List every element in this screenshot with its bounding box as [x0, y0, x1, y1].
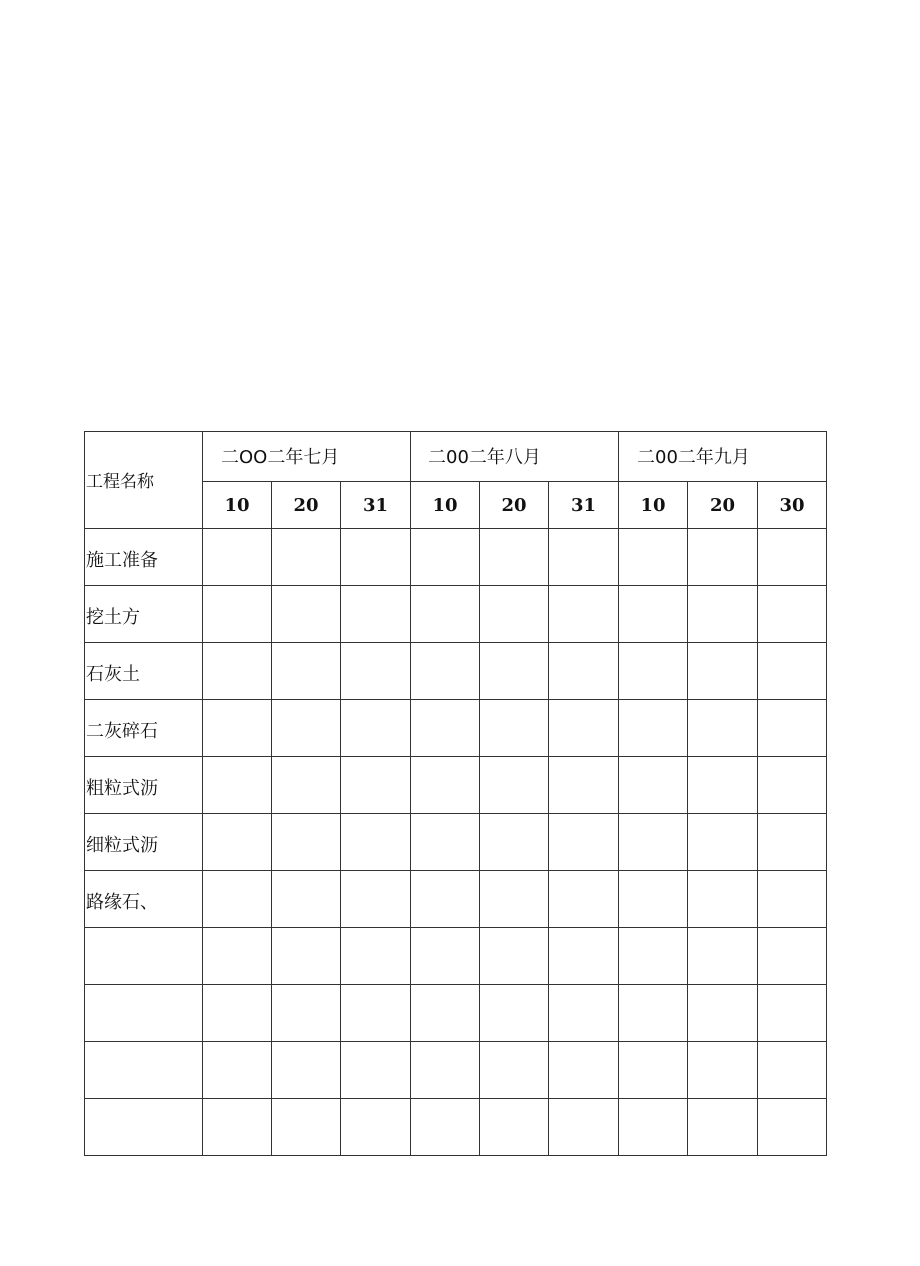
work-item-name: 挖土方 — [85, 586, 203, 643]
schedule-cell — [549, 871, 619, 928]
schedule-cell — [688, 757, 758, 814]
schedule-cell — [758, 1099, 827, 1156]
schedule-cell — [203, 814, 272, 871]
schedule-cell — [411, 529, 480, 586]
schedule-cell — [480, 586, 549, 643]
schedule-body — [85, 529, 827, 1156]
schedule-cell — [549, 757, 619, 814]
schedule-cell — [272, 871, 341, 928]
work-item-name: 石灰土 — [85, 643, 203, 700]
day-header: 31 — [549, 482, 619, 529]
schedule-cell — [758, 985, 827, 1042]
schedule-cell — [272, 529, 341, 586]
schedule-cell — [272, 928, 341, 985]
schedule-cell — [480, 700, 549, 757]
schedule-cell — [272, 643, 341, 700]
day-header: 20 — [272, 482, 341, 529]
schedule-cell — [411, 643, 480, 700]
schedule-cell — [203, 1099, 272, 1156]
schedule-cell — [272, 586, 341, 643]
day-header: 31 — [341, 482, 411, 529]
work-item-name: 施工准备 — [85, 529, 203, 586]
schedule-cell — [619, 529, 688, 586]
schedule-cell — [411, 757, 480, 814]
schedule-cell — [549, 529, 619, 586]
schedule-cell — [688, 643, 758, 700]
schedule-cell — [272, 700, 341, 757]
schedule-cell — [549, 1099, 619, 1156]
work-item-name: 细粒式沥 — [85, 814, 203, 871]
schedule-cell — [203, 757, 272, 814]
work-item-name — [85, 1099, 203, 1156]
day-header: 10 — [619, 482, 688, 529]
schedule-cell — [688, 586, 758, 643]
schedule-cell — [203, 928, 272, 985]
table-row — [85, 700, 827, 757]
schedule-cell — [203, 871, 272, 928]
table-row — [85, 928, 827, 985]
schedule-cell — [480, 814, 549, 871]
table-row — [85, 529, 827, 586]
schedule-cell — [272, 814, 341, 871]
schedule-cell — [411, 700, 480, 757]
schedule-cell — [758, 1042, 827, 1099]
schedule-cell — [758, 928, 827, 985]
schedule-cell — [411, 928, 480, 985]
schedule-cell — [272, 1099, 341, 1156]
schedule-cell — [203, 985, 272, 1042]
table-row — [85, 814, 827, 871]
schedule-cell — [480, 643, 549, 700]
schedule-cell — [341, 643, 411, 700]
table-row — [85, 757, 827, 814]
schedule-cell — [758, 871, 827, 928]
schedule-cell — [758, 643, 827, 700]
schedule-cell — [480, 871, 549, 928]
schedule-cell — [203, 586, 272, 643]
schedule-cell — [619, 757, 688, 814]
schedule-cell — [411, 985, 480, 1042]
schedule-cell — [688, 700, 758, 757]
month-header-july: 二OO二年七月 — [203, 432, 411, 482]
schedule-cell — [688, 928, 758, 985]
month-header-august: 二00二年八月 — [411, 432, 619, 482]
schedule-cell — [758, 586, 827, 643]
schedule-cell — [549, 586, 619, 643]
day-header: 10 — [203, 482, 272, 529]
schedule-cell — [758, 529, 827, 586]
work-item-name — [85, 928, 203, 985]
schedule-cell — [480, 1042, 549, 1099]
table-row — [85, 586, 827, 643]
day-header: 30 — [758, 482, 827, 529]
schedule-cell — [549, 1042, 619, 1099]
schedule-cell — [341, 814, 411, 871]
schedule-cell — [480, 1099, 549, 1156]
schedule-cell — [203, 529, 272, 586]
schedule-cell — [272, 757, 341, 814]
schedule-cell — [341, 871, 411, 928]
schedule-cell — [619, 985, 688, 1042]
schedule-cell — [341, 1042, 411, 1099]
schedule-cell — [619, 586, 688, 643]
schedule-cell — [619, 643, 688, 700]
schedule-cell — [341, 757, 411, 814]
table-row — [85, 643, 827, 700]
schedule-cell — [341, 700, 411, 757]
schedule-cell — [549, 700, 619, 757]
schedule-cell — [272, 1042, 341, 1099]
schedule-cell — [341, 928, 411, 985]
schedule-cell — [619, 928, 688, 985]
schedule-cell — [688, 871, 758, 928]
day-header: 20 — [688, 482, 758, 529]
construction-schedule-table — [84, 431, 827, 1156]
work-item-name: 二灰碎石 — [85, 700, 203, 757]
schedule-cell — [272, 985, 341, 1042]
schedule-cell — [411, 814, 480, 871]
schedule-cell — [411, 871, 480, 928]
schedule-cell — [619, 871, 688, 928]
schedule-cell — [688, 529, 758, 586]
schedule-cell — [619, 1042, 688, 1099]
day-header: 20 — [480, 482, 549, 529]
schedule-cell — [341, 529, 411, 586]
schedule-cell — [411, 586, 480, 643]
table-row — [85, 871, 827, 928]
table-row — [85, 985, 827, 1042]
schedule-cell — [341, 586, 411, 643]
schedule-cell — [758, 757, 827, 814]
schedule-cell — [341, 1099, 411, 1156]
schedule-cell — [688, 814, 758, 871]
project-name-header: 工程名称 — [85, 432, 203, 529]
schedule-cell — [688, 1042, 758, 1099]
schedule-cell — [411, 1042, 480, 1099]
schedule-cell — [688, 1099, 758, 1156]
schedule-cell — [619, 700, 688, 757]
schedule-cell — [549, 814, 619, 871]
schedule-cell — [758, 700, 827, 757]
day-header: 10 — [411, 482, 480, 529]
schedule-cell — [480, 757, 549, 814]
schedule-cell — [480, 985, 549, 1042]
table-row — [85, 1099, 827, 1156]
schedule-cell — [480, 529, 549, 586]
table-row — [85, 1042, 827, 1099]
schedule-cell — [203, 700, 272, 757]
schedule-cell — [203, 1042, 272, 1099]
schedule-cell — [411, 1099, 480, 1156]
schedule-cell — [688, 985, 758, 1042]
schedule-cell — [549, 985, 619, 1042]
month-header-row — [85, 432, 827, 482]
schedule-cell — [549, 928, 619, 985]
work-item-name — [85, 985, 203, 1042]
work-item-name: 路缘石、 — [85, 871, 203, 928]
work-item-name — [85, 1042, 203, 1099]
schedule-cell — [758, 814, 827, 871]
month-header-september: 二00二年九月 — [619, 432, 827, 482]
schedule-cell — [619, 1099, 688, 1156]
schedule-cell — [549, 643, 619, 700]
schedule-cell — [203, 643, 272, 700]
schedule-cell — [341, 985, 411, 1042]
work-item-name: 粗粒式沥 — [85, 757, 203, 814]
schedule-cell — [619, 814, 688, 871]
schedule-cell — [480, 928, 549, 985]
